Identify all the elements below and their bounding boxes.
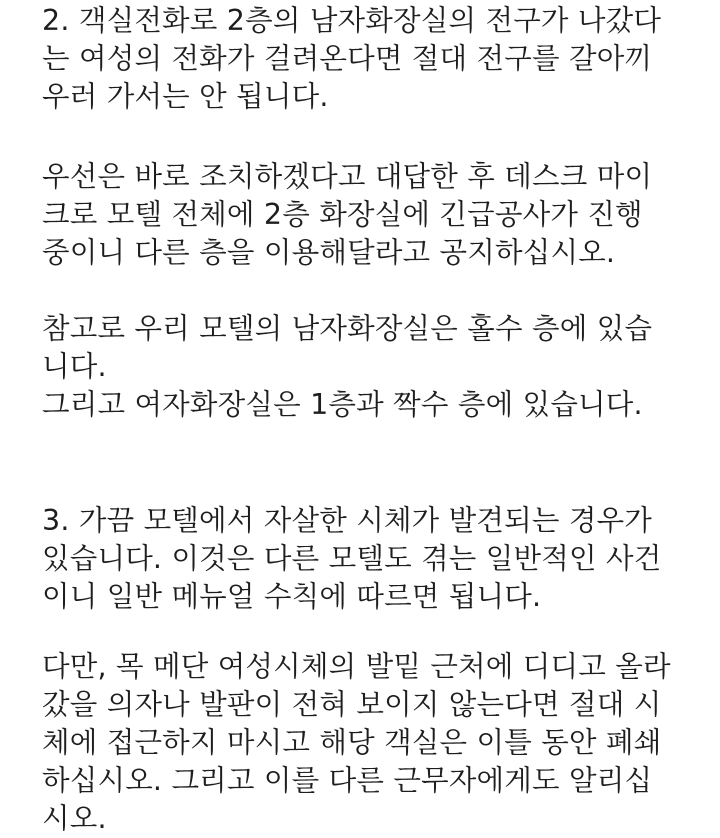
text-line: 니다. (42, 350, 107, 383)
text-line: 2. 객실전화로 2층의 남자화장실의 전구가 나갔다 (42, 4, 662, 37)
text-line: 이니 일반 메뉴얼 수칙에 따르면 됩니다. (42, 580, 542, 613)
text-line: 크로 모텔 전체에 2층 화장실에 긴급공사가 진행 (42, 198, 643, 231)
text-line: 중이니 다른 층을 이용해달라고 공지하십시오. (42, 236, 616, 269)
paragraph-rule-3-intro (42, 502, 661, 616)
text-line: 있습니다. 이것은 다른 모텔도 겪는 일반적인 사건 (42, 542, 662, 575)
text-line: 그리고 여자화장실은 1층과 짝수 층에 있습니다. (42, 388, 643, 421)
text-line: 3. 가끔 모텔에서 자살한 시체가 발견되는 경우가 (42, 504, 653, 537)
text-line: 체에 접근하지 마시고 해당 객실은 이틀 동안 폐쇄 (42, 726, 662, 759)
text-line: 갔을 의자나 발판이 전혀 보이지 않는다면 절대 시 (42, 688, 662, 721)
text-line: 시오. (42, 802, 107, 835)
text-line: 하십시오. 그리고 이를 다른 근무자에게도 알리십 (42, 764, 653, 797)
paragraph-rule-2-action (42, 158, 652, 272)
text-line: 참고로 우리 모텔의 남자화장실은 홀수 층에 있습 (42, 312, 653, 345)
text-line: 우선은 바로 조치하겠다고 대답한 후 데스크 마이 (42, 160, 653, 193)
paragraph-rule-2-note (42, 310, 652, 424)
text-line: 우러 가서는 안 됩니다. (42, 80, 329, 113)
text-line: 다만, 목 메단 여성시체의 발밑 근처에 디디고 올라 (42, 650, 671, 683)
paragraph-rule-3-exception (42, 648, 671, 838)
paragraph-rule-2-intro (42, 2, 661, 116)
text-line: 는 여성의 전화가 걸려온다면 절대 전구를 갈아끼 (42, 42, 653, 75)
